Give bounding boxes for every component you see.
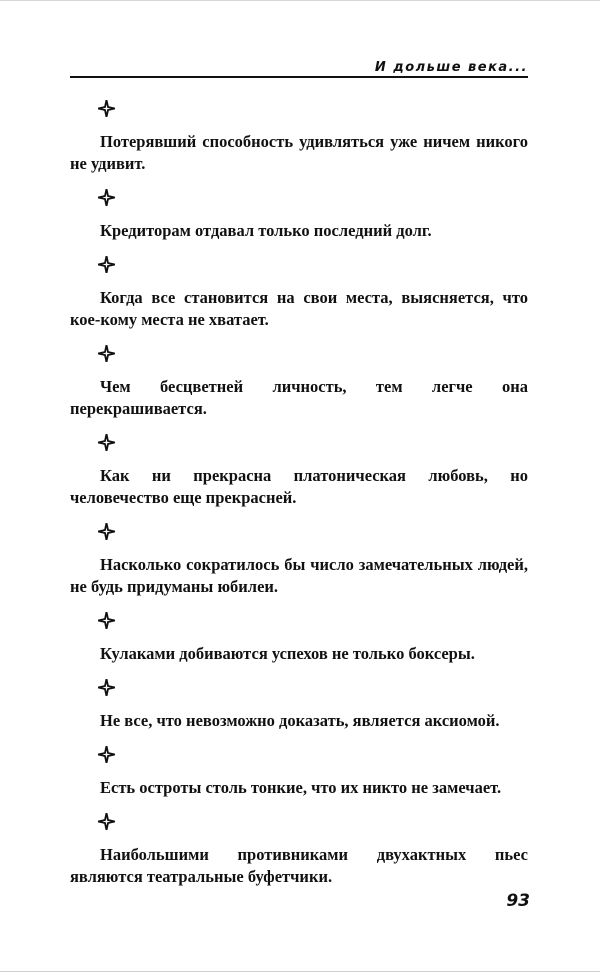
aphorism-text: Наибольшими противниками двухактных пьес являются театральные буфетчики.	[70, 845, 528, 886]
aphorism-entry	[70, 813, 528, 888]
four-pointed-star-icon	[98, 612, 115, 629]
aphorism-entry	[70, 523, 528, 598]
aphorism-entry	[70, 434, 528, 509]
four-pointed-star-icon	[98, 256, 115, 273]
four-pointed-star-icon	[98, 434, 115, 451]
aphorism-text: Не все, что невозможно доказать, является аксиомой.	[100, 711, 500, 730]
four-pointed-star-icon	[98, 523, 115, 540]
aphorism-entry	[70, 189, 528, 242]
four-pointed-star-icon	[98, 100, 115, 117]
aphorism-text: Когда все становится на свои места, выясняется, что кое-кому места не хватает.	[70, 288, 528, 329]
aphorism-entry	[70, 256, 528, 331]
four-pointed-star-icon	[98, 345, 115, 362]
running-header-title: И дольше века...	[374, 60, 528, 75]
aphorism-entry	[70, 679, 528, 732]
aphorism-text: Потерявший способность удивляться уже ничем никого не удивит.	[70, 132, 528, 173]
page-number: 93	[506, 891, 530, 911]
four-pointed-star-icon	[98, 189, 115, 206]
aphorism-entry	[70, 746, 528, 799]
aphorism-entry	[70, 612, 528, 665]
aphorism-text: Как ни прекрасна платоническая любовь, но человечество еще прекрасней.	[70, 466, 528, 507]
four-pointed-star-icon	[98, 746, 115, 763]
aphorism-text: Кредиторам отдавал только последний долг.	[100, 221, 432, 240]
page-top-edge	[0, 0, 600, 1]
four-pointed-star-icon	[98, 679, 115, 696]
aphorism-entry	[70, 100, 528, 175]
four-pointed-star-icon	[98, 813, 115, 830]
aphorism-entry	[70, 345, 528, 420]
running-header	[70, 58, 528, 78]
aphorism-text: Чем бесцветней личность, тем легче она перекрашивается.	[70, 377, 528, 418]
aphorism-text: Кулаками добиваются успехов не только боксеры.	[100, 644, 475, 663]
aphorism-text: Есть остроты столь тонкие, что их никто не замечает.	[100, 778, 502, 797]
aphorism-list	[70, 100, 528, 888]
aphorism-text: Насколько сократилось бы число замечательных людей, не будь придуманы юбилеи.	[70, 555, 528, 596]
